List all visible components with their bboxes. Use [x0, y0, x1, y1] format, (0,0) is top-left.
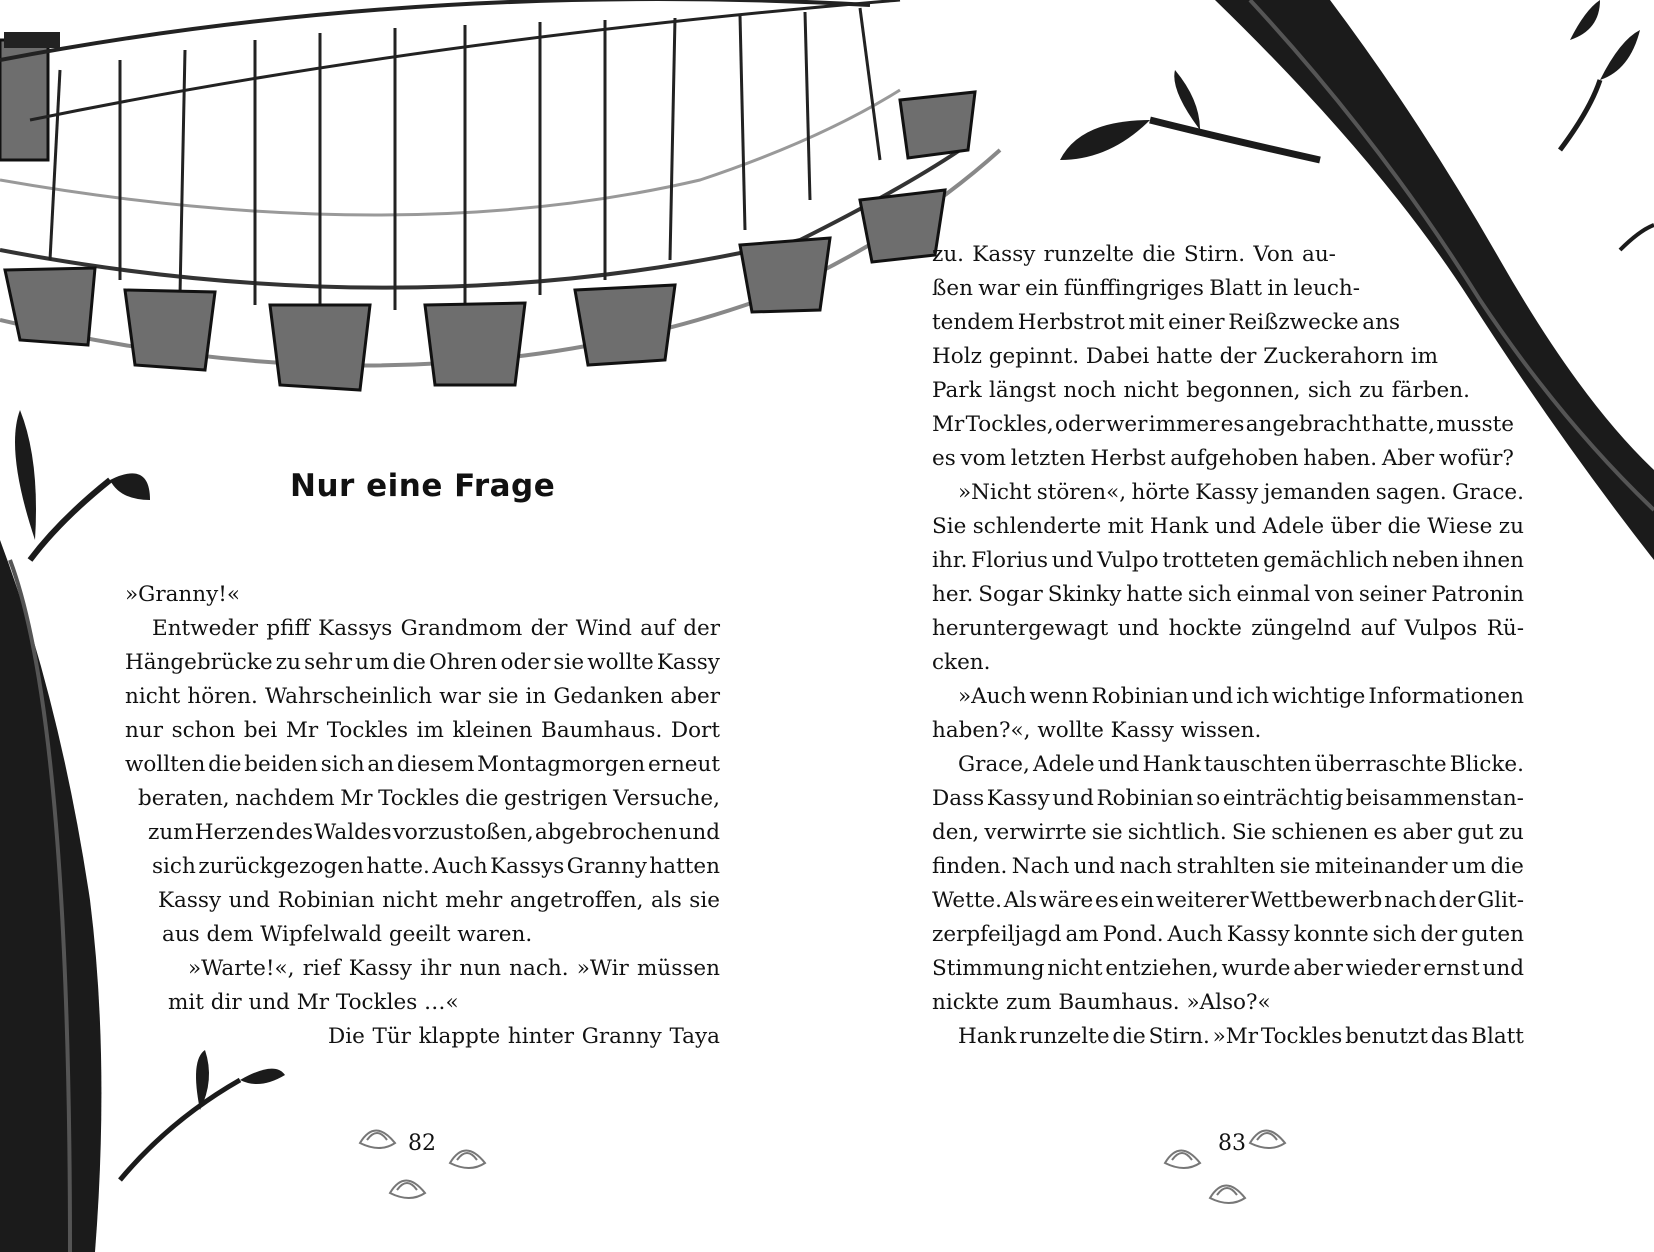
text-line: finden. Nach und nach strahlten sie miteinander um die: [932, 854, 1524, 879]
text-line: »Nicht stören«, hörte Kassy jemanden sagen. Grace.: [958, 480, 1524, 505]
text-line: mit dir und Mr Tockles …«: [168, 990, 459, 1015]
text-line: beraten, nachdem Mr Tockles die gestrigen Versuche,: [138, 786, 720, 811]
text-line: Sie schlenderte mit Hank und Adele über die Wiese zu: [932, 514, 1524, 539]
text-line: zum Herzen des Waldes vorzustoßen, abgebrochen und: [148, 820, 720, 845]
text-line: »Warte!«, rief Kassy ihr nun nach. »Wir müssen: [188, 956, 720, 981]
text-line: Die Tür klappte hinter Granny Taya: [328, 1024, 720, 1049]
text-line: nur schon bei Mr Tockles im kleinen Baumhaus. Dort: [125, 718, 720, 743]
text-line: her. Sogar Skinky hatte sich einmal von seiner Patronin: [932, 582, 1524, 607]
text-line: den, verwirrte sie sichtlich. Sie schienen es aber gut zu: [932, 820, 1524, 845]
text-line: »Granny!«: [125, 582, 241, 607]
text-line: wollten die beiden sich an diesem Montagmorgen erneut: [125, 752, 720, 777]
text-line: sich zurückgezogen hatte. Auch Kassys Granny hatten: [152, 854, 720, 879]
text-line: aus dem Wipfelwald geeilt waren.: [162, 922, 533, 947]
page-number-right: 83: [1218, 1131, 1246, 1156]
text-line: Entweder pfiff Kassys Grandmom der Wind auf der: [152, 616, 720, 641]
page-number-left: 82: [408, 1131, 436, 1156]
text-line: Stimmung nicht entziehen, wurde aber wieder ernst und: [932, 956, 1524, 981]
text-line: Dass Kassy und Robinian so einträchtig beisammenstan-: [932, 786, 1524, 811]
text-line: zu. Kassy runzelte die Stirn. Von au-: [932, 242, 1336, 267]
text-line: Wette. Als wäre es ein weiterer Wettbewerb nach der Glit-: [932, 888, 1524, 913]
text-line: Mr Tockles, oder wer immer es angebracht hatte, musste: [932, 412, 1514, 437]
text-line: es vom letzten Herbst aufgehoben haben. Aber wofür?: [932, 446, 1514, 471]
text-line: zerpfeiljagd am Pond. Auch Kassy konnte sich der guten: [932, 922, 1524, 947]
text-line: »Auch wenn Robinian und ich wichtige Informationen: [958, 684, 1524, 709]
text-line: Kassy und Robinian nicht mehr angetroffen, als sie: [158, 888, 720, 913]
text-line: tendem Herbstrot mit einer Reißzwecke ans: [932, 310, 1400, 335]
text-line: Holz gepinnt. Dabei hatte der Zuckerahorn im: [932, 344, 1438, 369]
text-line: nicht hören. Wahrscheinlich war sie in Gedanken aber: [125, 684, 720, 709]
text-line: nickte zum Baumhaus. »Also?«: [932, 990, 1271, 1015]
text-line: haben?«, wollte Kassy wissen.: [932, 718, 1262, 743]
chapter-title: Nur eine Frage: [290, 468, 556, 504]
text-line: Hank runzelte die Stirn. »Mr Tockles benutzt das Blatt: [958, 1024, 1524, 1049]
text-line: ßen war ein fünffingriges Blatt in leuch-: [932, 276, 1360, 301]
text-line: heruntergewagt und hockte züngelnd auf Vulpos Rü-: [932, 616, 1524, 641]
text-line: ihr. Florius und Vulpo trotteten gemächlich neben ihnen: [932, 548, 1524, 573]
text-line: cken.: [932, 650, 991, 675]
text-line: Park längst noch nicht begonnen, sich zu färben.: [932, 378, 1470, 403]
text-line: Grace, Adele und Hank tauschten überraschte Blicke.: [958, 752, 1524, 777]
text-line: Hängebrücke zu sehr um die Ohren oder sie wollte Kassy: [125, 650, 720, 675]
